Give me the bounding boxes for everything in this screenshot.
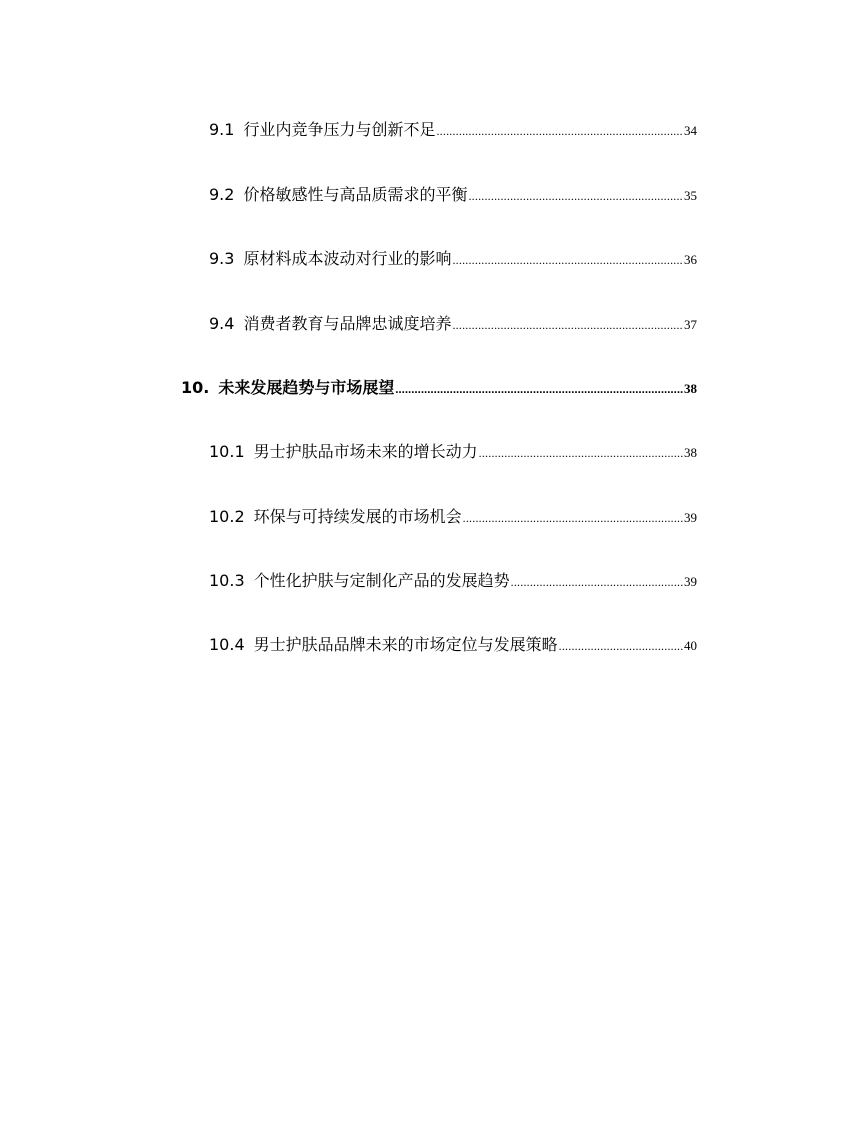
- toc-entry-number: 10.3: [209, 571, 245, 590]
- dot-leader: [395, 382, 683, 397]
- toc-entry-page: 38: [684, 381, 697, 396]
- toc-entry-page: 38: [684, 445, 697, 460]
- toc-entry-title: 个性化护肤与定制化产品的发展趋势: [253, 571, 510, 590]
- toc-entry-page: 36: [684, 252, 697, 267]
- toc-entry-number: 10.4: [209, 635, 245, 654]
- toc-entry-title: 男士护肤品市场未来的增长动力: [253, 442, 478, 461]
- toc-entry-page: 39: [684, 510, 697, 525]
- toc-entry-9-4[interactable]: [209, 311, 697, 339]
- toc-entry-page: 37: [684, 317, 697, 332]
- toc-entry-10-4[interactable]: [209, 632, 697, 660]
- toc-entry-number: 9.3: [209, 249, 235, 268]
- toc-entry-number: 10.: [181, 378, 210, 397]
- toc-entry-title: 男士护肤品品牌未来的市场定位与发展策略: [253, 635, 558, 654]
- toc-entry-9-2[interactable]: [209, 182, 697, 210]
- toc-entry-10-3[interactable]: [209, 568, 697, 596]
- toc-entry-page: 40: [684, 638, 697, 653]
- toc-entry-page: 34: [684, 123, 697, 138]
- toc-entry-title: 消费者教育与品牌忠诚度培养: [243, 314, 452, 333]
- toc-entry-number: 9.2: [209, 185, 235, 204]
- dot-leader: [479, 446, 683, 461]
- toc-entry-10-1[interactable]: [209, 439, 697, 467]
- toc-entry-number: 10.1: [209, 442, 245, 461]
- dot-leader: [436, 124, 683, 139]
- dot-leader: [511, 575, 683, 590]
- dot-leader: [452, 253, 683, 268]
- toc-entry-number: 9.1: [209, 120, 235, 139]
- toc-entry-10-2[interactable]: [209, 504, 697, 532]
- toc-entry-title: 价格敏感性与高品质需求的平衡: [243, 185, 468, 204]
- dot-leader: [463, 511, 683, 526]
- toc-entry-9-1[interactable]: [209, 117, 697, 145]
- toc-entry-page: 39: [684, 574, 697, 589]
- dot-leader: [468, 189, 683, 204]
- toc-entry-title: 原材料成本波动对行业的影响: [243, 249, 452, 268]
- toc-entry-title: 行业内竞争压力与创新不足: [243, 120, 436, 139]
- toc-entry-9-3[interactable]: [209, 246, 697, 274]
- toc-entry-number: 10.2: [209, 507, 245, 526]
- toc-entry-number: 9.4: [209, 314, 235, 333]
- dot-leader: [452, 318, 683, 333]
- toc-entry-title: 环保与可持续发展的市场机会: [253, 507, 462, 526]
- toc-entry-page: 35: [684, 188, 697, 203]
- toc-entry-title: 未来发展趋势与市场展望: [218, 378, 395, 397]
- dot-leader: [559, 639, 683, 654]
- toc-entry-10[interactable]: [181, 375, 697, 403]
